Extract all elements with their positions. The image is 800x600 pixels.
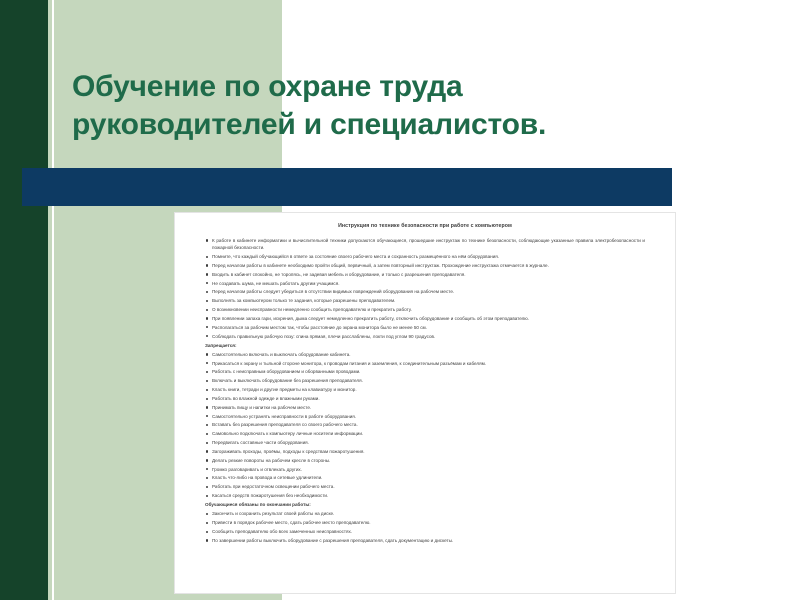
navy-accent-band	[22, 168, 672, 206]
document-sheet	[175, 213, 675, 593]
document-subheading: Обучающиеся обязаны по окончании работы:	[205, 502, 311, 508]
document-list-item: Располагаться за рабочим местом так, чтобы расстояние до экрана монитора было не менее 50 см.	[205, 324, 645, 331]
stripe-divider-line	[52, 0, 54, 600]
document-list-item: Входить в кабинет спокойно, не торопясь, не задевая мебель и оборудование, и только с разрешения преподавателя.	[205, 271, 645, 278]
document-list-item: Передвигать составные части оборудования.	[205, 439, 645, 446]
document-list-item: О возникновении неисправности немедленно сообщить преподавателю и прекратить работу.	[205, 306, 645, 313]
document-list-item: Работать при недостаточном освещении рабочего места.	[205, 483, 645, 490]
document-body	[175, 213, 675, 546]
document-list-item: Самостоятельно устранять неисправности в работе оборудования.	[205, 413, 645, 420]
document-list-item: Сообщить преподавателю обо всех замеченных неисправностях.	[205, 528, 645, 535]
document-list-item: Перед началом работы следует убедиться в отсутствии видимых повреждений оборудования на рабочем месте.	[205, 288, 645, 295]
document-list-item: Выполнять за компьютером только те задания, которые разрешены преподавателем.	[205, 297, 645, 304]
document-list-item: Касаться средств пожаротушения без необходимости.	[205, 492, 645, 499]
document-list-item: Перед началом работы в кабинете необходимо пройти общий, первичный, а затем повторный инструктаж. Прохождение инструктажа отмечается в журнале.	[205, 262, 645, 269]
document-list-item: Громко разговаривать и отвлекать других.	[205, 466, 645, 473]
title-line-1: Обучение по охране труда	[72, 70, 463, 103]
document-list-item: Самостоятельно включать и выключать оборудование кабинета.	[205, 351, 645, 358]
document-list-item: Прикасаться к экрану и тыльной стороне монитора, к проводам питания и заземления, к соединительным разъёмам и кабелям.	[205, 360, 645, 367]
dark-green-stripe	[0, 0, 48, 600]
document-list-item: Работать во влажной одежде и влажными руками.	[205, 395, 645, 402]
document-heading: Инструкция по технике безопасности при работе с компьютером	[338, 223, 512, 229]
document-list-item: Вставать без разрешения преподавателя со своего рабочего места.	[205, 421, 645, 428]
document-list-item: Закончить и сохранить результат своей работы на диске.	[205, 510, 645, 517]
document-list-item: Самовольно подключать к компьютеру личные носители информации.	[205, 430, 645, 437]
document-list-item: Помните, что каждый обучающийся в ответе за состояние своего рабочего места и сохранность размещённого на нём оборудования.	[205, 253, 645, 260]
document-list-item: Не создавать шума, не мешать работать другим учащимся.	[205, 280, 645, 287]
document-list-item: Работать с неисправным оборудованием и оборванными проводами.	[205, 368, 645, 375]
document-list-item: Включать и выключать оборудование без разрешения преподавателя.	[205, 377, 645, 384]
document-list-item: По завершении работы выключить оборудование с разрешения преподавателя, сдать документацию и дискеты.	[205, 537, 645, 544]
document-list-item: К работе в кабинете информатики и вычислительной техники допускаются обучающиеся, прошедшие инструктаж по технике безопасности, соблюдающие указанные правила электробезопасности и пожарной безопасности.	[205, 237, 645, 252]
document-list	[205, 237, 645, 544]
document-subheading: Запрещается:	[205, 342, 237, 348]
document-list-item: Загораживать проходы, проёмы, подходы к средствам пожаротушения.	[205, 448, 645, 455]
document-list-item: Класть что-либо на провода и сетевые удлинители.	[205, 474, 645, 481]
slide-title	[72, 68, 772, 145]
document-list-item: Соблюдать правильную рабочую позу: спина прямая, плечи расслаблены, локти под углом 90 градусов.	[205, 333, 645, 340]
title-line-2: руководителей и специалистов.	[72, 108, 547, 142]
document-list-item: Класть книги, тетради и другие предметы на клавиатуру и монитор.	[205, 386, 645, 393]
document-list-item: Привести в порядок рабочее место, сдать рабочее место преподавателю.	[205, 519, 645, 526]
document-list-item: Делать резкие повороты на рабочем кресле в стороны.	[205, 457, 645, 464]
document-list-item: Принимать пищу и напитки на рабочем месте.	[205, 404, 645, 411]
document-list-item: При появлении запаха гари, искрения, дыма следует немедленно прекратить работу, отключить оборудование и сообщить об этом преподавателю.	[205, 315, 645, 322]
